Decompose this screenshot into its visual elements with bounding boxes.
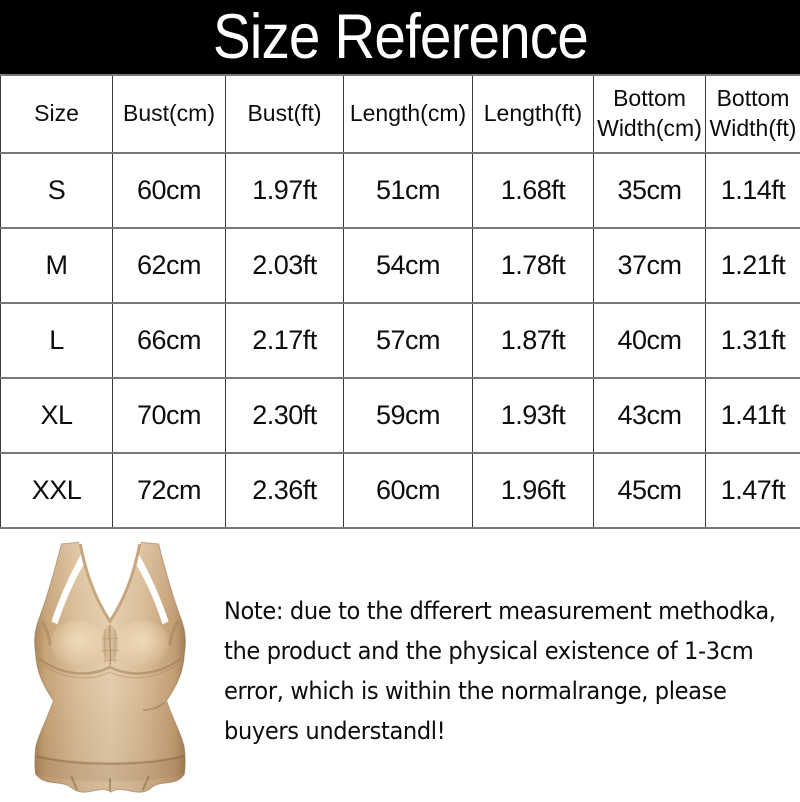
cell-bottom-width-cm: 45cm [594, 453, 706, 528]
cell-size: XL [1, 378, 113, 453]
header-cell-bottom-width-cm: Bottom Width(cm) [594, 75, 706, 153]
cell-bottom-width-ft: 1.41ft [706, 378, 800, 453]
cell-bottom-width-cm: 35cm [594, 153, 706, 228]
cell-length-cm: 51cm [344, 153, 473, 228]
size-reference-table [0, 74, 800, 529]
note-line: error, which is within the normalrange, please [224, 671, 765, 711]
cell-length-ft: 1.96ft [473, 453, 594, 528]
cell-bust-ft: 2.30ft [226, 378, 344, 453]
cell-bottom-width-cm: 40cm [594, 303, 706, 378]
cell-bottom-width-ft: 1.31ft [706, 303, 800, 378]
cell-bust-ft: 2.36ft [226, 453, 344, 528]
table-row-s [1, 153, 800, 228]
cell-length-cm: 57cm [344, 303, 473, 378]
header-cell-size: Size [1, 75, 113, 153]
note-line: the product and the physical existence of 1-3cm [224, 631, 765, 671]
cell-bust-cm: 66cm [113, 303, 226, 378]
cell-length-cm: 60cm [344, 453, 473, 528]
cell-size: M [1, 228, 113, 303]
table-row-m [1, 228, 800, 303]
header-cell-length-ft: Length(ft) [473, 75, 594, 153]
cell-bottom-width-ft: 1.14ft [706, 153, 800, 228]
table-row-xl [1, 378, 800, 453]
cell-size: XXL [1, 453, 113, 528]
cell-length-ft: 1.87ft [473, 303, 594, 378]
cell-bust-cm: 60cm [113, 153, 226, 228]
tank-top-product-image [5, 532, 215, 800]
table-row-xxl [1, 453, 800, 528]
cell-length-ft: 1.78ft [473, 228, 594, 303]
table-header-row [1, 75, 800, 153]
cell-bust-cm: 70cm [113, 378, 226, 453]
title-banner [0, 0, 800, 74]
cell-length-cm: 54cm [344, 228, 473, 303]
page-title: Size Reference [212, 1, 587, 73]
bottom-section [0, 529, 800, 802]
cell-bottom-width-ft: 1.47ft [706, 453, 800, 528]
cell-size: L [1, 303, 113, 378]
cell-bust-ft: 1.97ft [226, 153, 344, 228]
cell-size: S [1, 153, 113, 228]
cell-bust-ft: 2.17ft [226, 303, 344, 378]
table-row-l [1, 303, 800, 378]
cell-bust-ft: 2.03ft [226, 228, 344, 303]
header-cell-bust-ft: Bust(ft) [226, 75, 344, 153]
header-cell-length-cm: Length(cm) [344, 75, 473, 153]
cell-bust-cm: 62cm [113, 228, 226, 303]
note-line: buyers understandl! [224, 711, 765, 751]
note-line: Note: due to the dfferert measurement methodka, [224, 591, 765, 631]
cell-bottom-width-ft: 1.21ft [706, 228, 800, 303]
header-cell-bust-cm: Bust(cm) [113, 75, 226, 153]
cell-length-ft: 1.68ft [473, 153, 594, 228]
measurement-note [224, 591, 765, 751]
header-cell-bottom-width-ft: Bottom Width(ft) [706, 75, 800, 153]
cell-bottom-width-cm: 43cm [594, 378, 706, 453]
cell-bottom-width-cm: 37cm [594, 228, 706, 303]
cell-length-cm: 59cm [344, 378, 473, 453]
cell-length-ft: 1.93ft [473, 378, 594, 453]
cell-bust-cm: 72cm [113, 453, 226, 528]
